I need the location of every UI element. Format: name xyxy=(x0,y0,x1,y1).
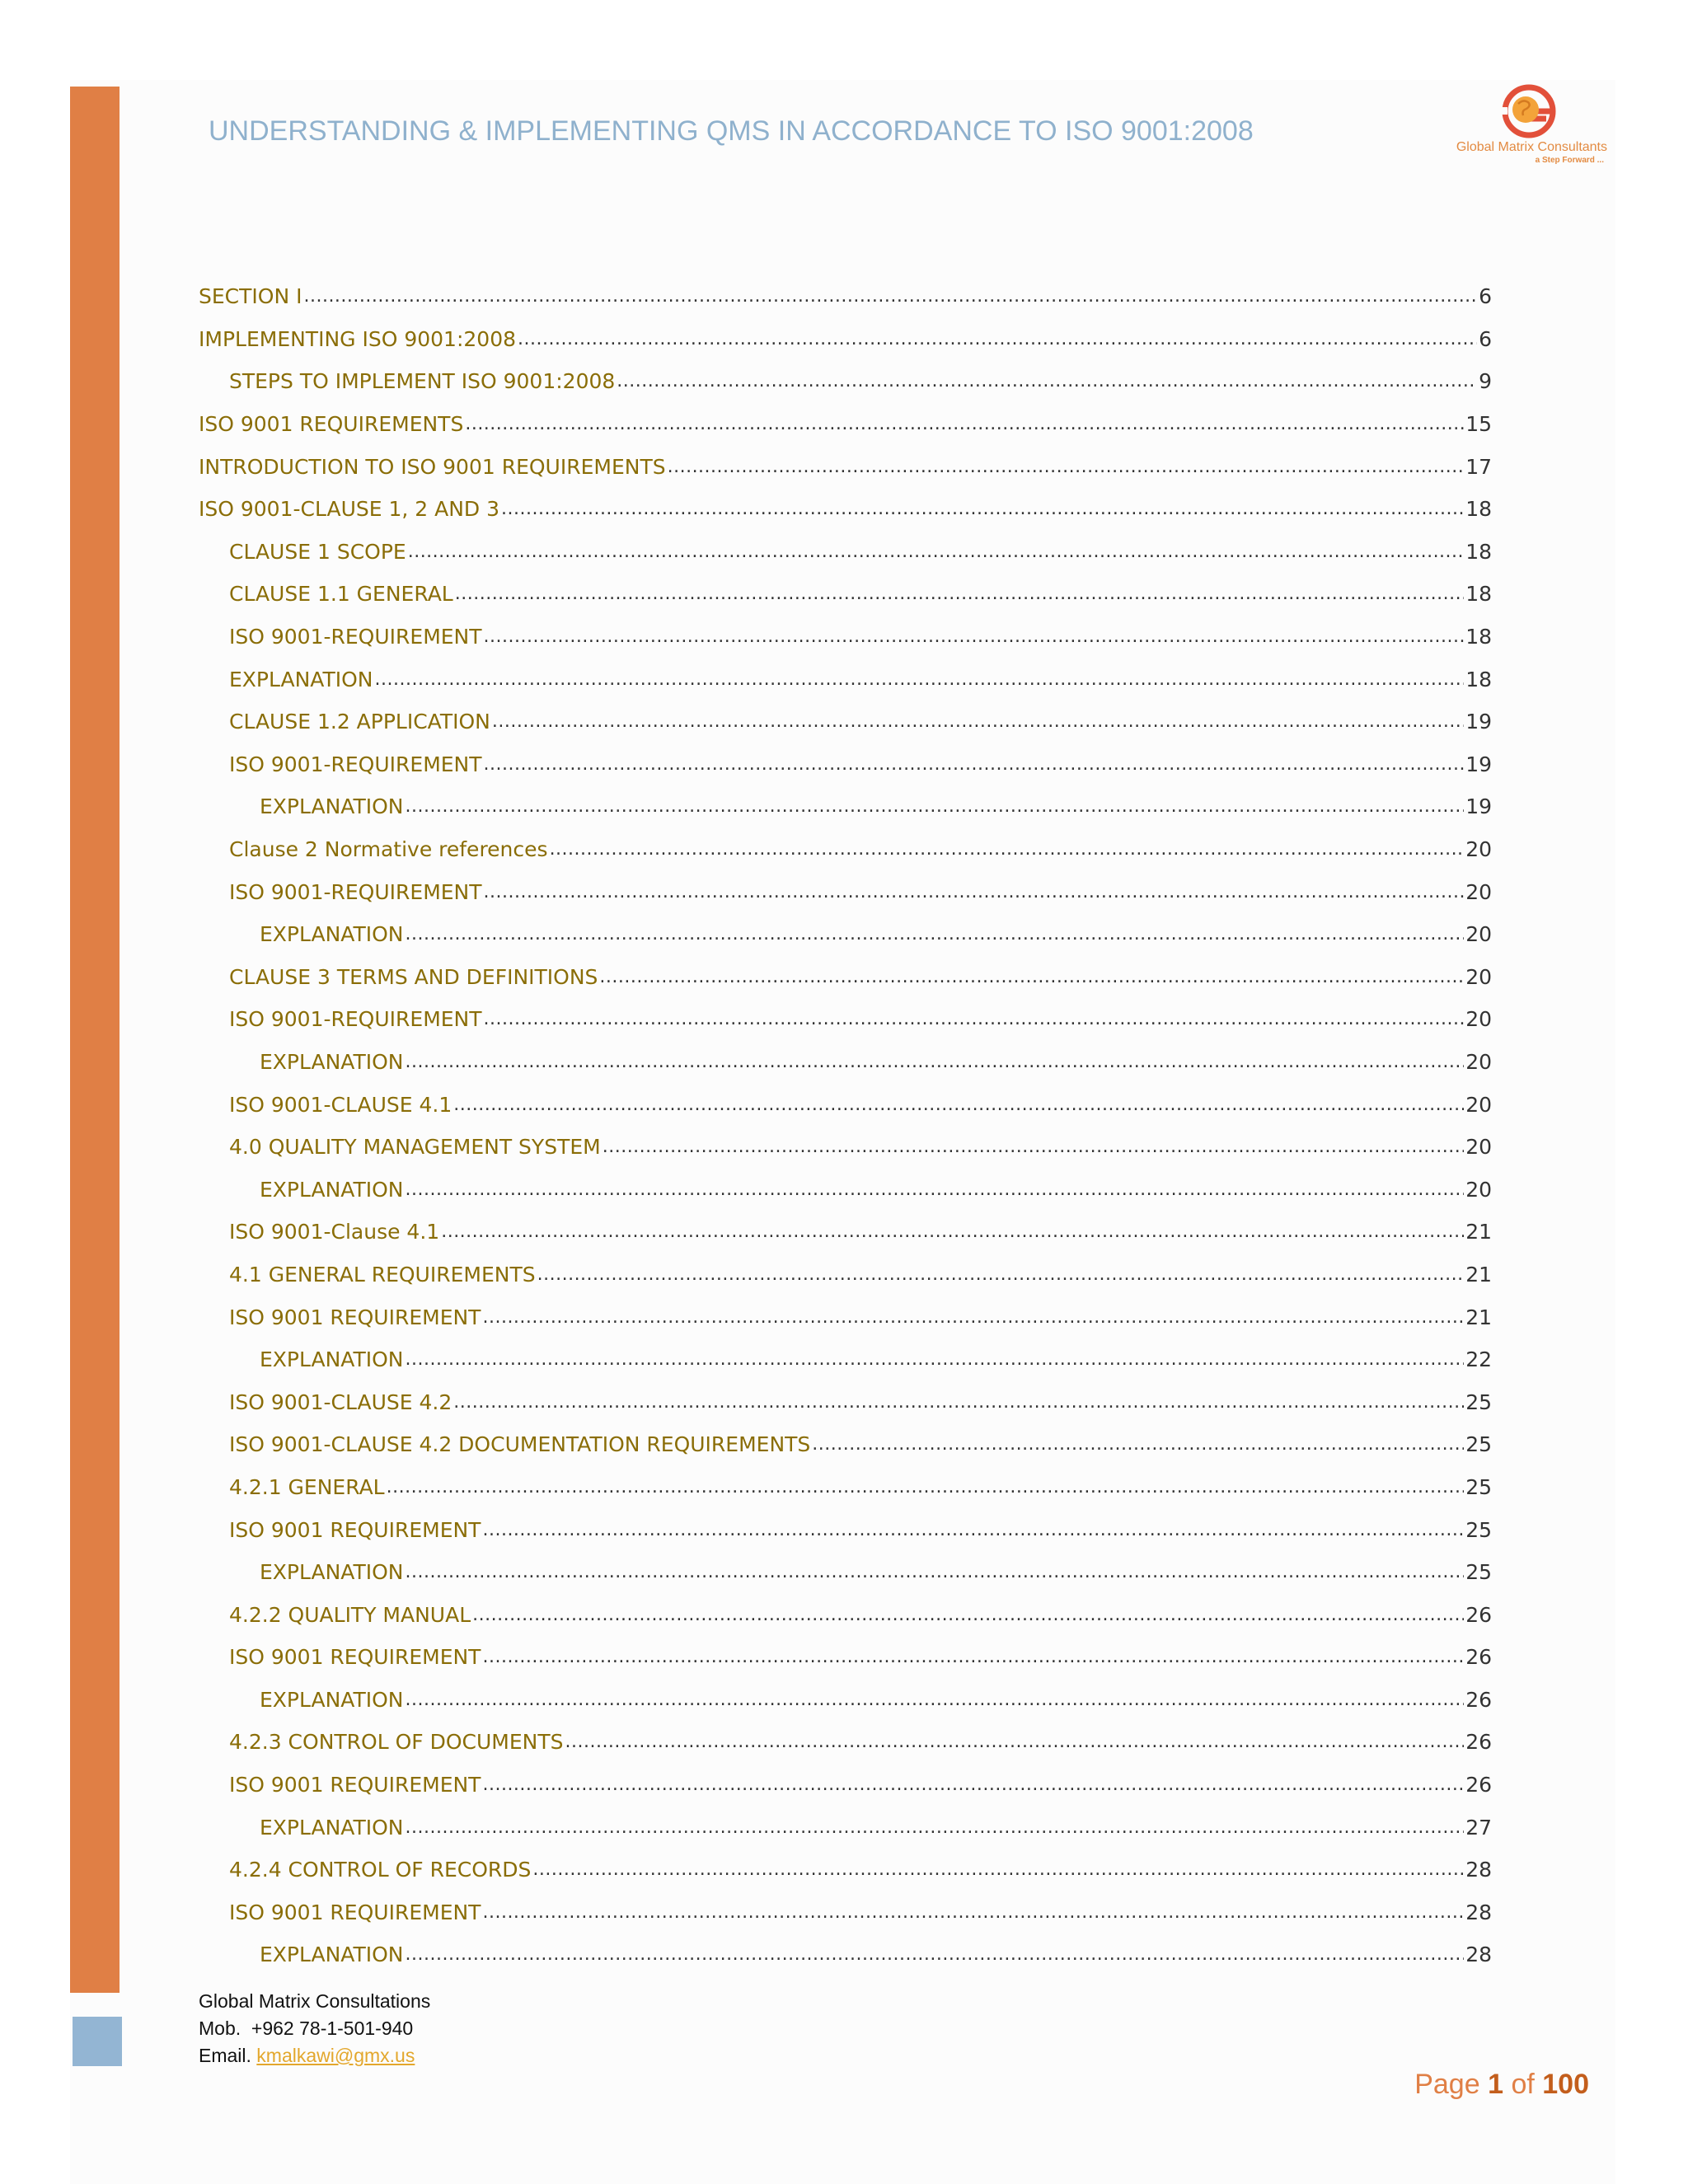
toc-entry-title: ISO 9001-CLAUSE 1, 2 AND 3 xyxy=(199,497,500,522)
toc-dot-leader xyxy=(472,1605,1464,1625)
toc-entry[interactable] xyxy=(199,1254,1492,1296)
toc-entry-title: 4.0 QUALITY MANAGEMENT SYSTEM xyxy=(229,1135,601,1160)
toc-dot-leader xyxy=(565,1732,1464,1752)
toc-entry-title: EXPLANATION xyxy=(260,1815,404,1840)
toc-entry[interactable] xyxy=(199,785,1492,828)
toc-entry-page: 18 xyxy=(1465,582,1492,607)
toc-entry-page: 19 xyxy=(1465,710,1492,734)
toc-dot-leader xyxy=(406,1817,1465,1838)
page-prefix: Page xyxy=(1414,2069,1480,2100)
toc-entry-title: EXPLANATION xyxy=(260,922,404,947)
toc-entry-page: 20 xyxy=(1465,1049,1492,1074)
toc-entry[interactable] xyxy=(199,1041,1492,1084)
toc-entry-page: 20 xyxy=(1465,1092,1492,1117)
toc-dot-leader xyxy=(406,924,1465,944)
toc-dot-leader xyxy=(406,796,1465,817)
toc-dot-leader xyxy=(484,754,1465,775)
toc-dot-leader xyxy=(453,1392,1464,1413)
toc-entry-page: 21 xyxy=(1465,1262,1492,1286)
footer-email-link[interactable]: kmalkawi@gmx.us xyxy=(256,2045,415,2066)
toc-entry-page: 15 xyxy=(1465,412,1492,437)
toc-entry-title: 4.2.3 CONTROL OF DOCUMENTS xyxy=(229,1730,564,1755)
toc-entry[interactable] xyxy=(199,1338,1492,1381)
footer-contact xyxy=(199,1988,776,2069)
toc-entry-title: ISO 9001 REQUIREMENTS xyxy=(199,412,464,437)
toc-entry[interactable] xyxy=(199,1593,1492,1636)
toc-dot-leader xyxy=(492,711,1464,732)
toc-dot-leader xyxy=(465,414,1464,434)
toc-entry-page: 25 xyxy=(1465,1517,1492,1542)
toc-entry[interactable] xyxy=(199,1891,1492,1934)
toc-entry-title: EXPLANATION xyxy=(260,1560,404,1585)
toc-entry-page: 18 xyxy=(1465,625,1492,649)
toc-entry[interactable] xyxy=(199,1126,1492,1169)
toc-entry-page: 25 xyxy=(1465,1432,1492,1457)
toc-dot-leader xyxy=(482,1647,1464,1667)
toc-entry-page: 20 xyxy=(1465,964,1492,989)
toc-dot-leader xyxy=(812,1434,1464,1455)
toc-entry[interactable] xyxy=(199,1083,1492,1126)
toc-entry[interactable] xyxy=(199,1679,1492,1722)
toc-dot-leader xyxy=(455,583,1464,604)
toc-entry-page: 6 xyxy=(1479,284,1492,309)
toc-dot-leader xyxy=(501,499,1464,519)
footer-mobile-line xyxy=(199,2015,776,2042)
toc-entry-page: 19 xyxy=(1465,794,1492,819)
toc-entry-title: ISO 9001 REQUIREMENT xyxy=(229,1645,481,1670)
toc-dot-leader xyxy=(550,839,1465,860)
toc-entry-page: 18 xyxy=(1465,667,1492,691)
toc-dot-leader xyxy=(617,371,1477,391)
toc-entry-page: 22 xyxy=(1465,1347,1492,1372)
toc-entry[interactable] xyxy=(199,1168,1492,1211)
toc-entry-title: CLAUSE 3 TERMS AND DEFINITIONS xyxy=(229,964,598,989)
toc-entry[interactable] xyxy=(199,1466,1492,1509)
toc-entry-title: ISO 9001-CLAUSE 4.2 xyxy=(229,1390,452,1414)
toc-entry[interactable] xyxy=(199,1636,1492,1679)
toc-entry-title: EXPLANATION xyxy=(260,1687,404,1712)
toc-dot-leader xyxy=(406,1562,1465,1582)
toc-dot-leader xyxy=(406,1179,1465,1200)
toc-entry-title: ISO 9001-CLAUSE 4.2 DOCUMENTATION REQUIREMENTS xyxy=(229,1432,811,1457)
toc-entry-page: 26 xyxy=(1465,1730,1492,1755)
toc-dot-leader xyxy=(518,329,1477,349)
toc-entry-title: ISO 9001 REQUIREMENT xyxy=(229,1517,481,1542)
toc-dot-leader xyxy=(482,1902,1464,1923)
toc-dot-leader xyxy=(408,541,1464,562)
toc-entry-title: EXPLANATION xyxy=(260,1943,404,1967)
toc-entry-page: 28 xyxy=(1465,1900,1492,1924)
toc-entry[interactable] xyxy=(199,445,1492,488)
toc-entry-title: ISO 9001-Clause 4.1 xyxy=(229,1220,440,1244)
toc-entry-page: 20 xyxy=(1465,922,1492,947)
toc-entry-title: 4.2.2 QUALITY MANUAL xyxy=(229,1602,471,1627)
toc-entry[interactable] xyxy=(199,1764,1492,1807)
toc-entry-page: 18 xyxy=(1465,539,1492,564)
toc-entry-title: 4.2.4 CONTROL OF RECORDS xyxy=(229,1858,532,1882)
left-accent-square xyxy=(73,2017,122,2066)
toc-entry[interactable] xyxy=(199,360,1492,403)
toc-entry-title: EXPLANATION xyxy=(260,794,404,819)
toc-entry[interactable] xyxy=(199,1933,1492,1976)
toc-dot-leader xyxy=(532,1859,1464,1880)
toc-dot-leader xyxy=(406,1944,1465,1965)
toc-dot-leader xyxy=(482,1774,1464,1795)
page-number xyxy=(1401,2069,1589,2101)
toc-dot-leader xyxy=(406,1349,1465,1370)
toc-entry[interactable] xyxy=(199,828,1492,871)
toc-entry-page: 21 xyxy=(1465,1220,1492,1244)
document-header-title: UNDERSTANDING & IMPLEMENTING QMS IN ACCORDANCE TO ISO 9001:2008 xyxy=(209,115,1254,147)
toc-entry-page: 20 xyxy=(1465,1135,1492,1160)
toc-entry-page: 9 xyxy=(1479,369,1492,394)
toc-dot-leader xyxy=(599,967,1464,987)
toc-dot-leader xyxy=(387,1477,1465,1497)
toc-entry-title: EXPLANATION xyxy=(260,1177,404,1202)
toc-entry-title: ISO 9001-CLAUSE 4.1 xyxy=(229,1092,452,1117)
toc-entry[interactable] xyxy=(199,1380,1492,1423)
footer-mobile-label: Mob. xyxy=(199,2018,241,2039)
toc-dot-leader xyxy=(482,1307,1464,1328)
toc-entry-title: 4.1 GENERAL REQUIREMENTS xyxy=(229,1262,536,1286)
toc-entry-page: 27 xyxy=(1465,1815,1492,1840)
logo-tagline: a Step Forward ... xyxy=(1535,156,1604,165)
toc-dot-leader xyxy=(484,882,1465,902)
toc-entry[interactable] xyxy=(199,658,1492,701)
toc-entry-title: EXPLANATION xyxy=(260,1049,404,1074)
toc-entry[interactable] xyxy=(199,1508,1492,1551)
toc-entry-title: Clause 2 Normative references xyxy=(229,837,548,862)
toc-entry[interactable] xyxy=(199,1849,1492,1891)
toc-entry[interactable] xyxy=(199,1423,1492,1466)
toc-entry[interactable] xyxy=(199,870,1492,913)
toc-entry-page: 26 xyxy=(1465,1602,1492,1627)
toc-entry-page: 6 xyxy=(1479,326,1492,351)
toc-entry-title: CLAUSE 1.2 APPLICATION xyxy=(229,710,490,734)
toc-entry[interactable] xyxy=(199,531,1492,574)
toc-dot-leader xyxy=(303,286,1477,307)
page-total: 100 xyxy=(1542,2069,1589,2100)
toc-entry[interactable] xyxy=(199,318,1492,361)
toc-entry-page: 20 xyxy=(1465,1007,1492,1032)
company-logo xyxy=(1442,82,1615,165)
toc-entry-page: 20 xyxy=(1465,837,1492,862)
page-current: 1 xyxy=(1488,2069,1503,2100)
toc-entry-page: 20 xyxy=(1465,1177,1492,1202)
toc-dot-leader xyxy=(484,626,1465,647)
toc-entry-title: ISO 9001 REQUIREMENT xyxy=(229,1900,481,1924)
toc-entry[interactable] xyxy=(199,616,1492,658)
toc-dot-leader xyxy=(406,1052,1465,1072)
footer-email-line xyxy=(199,2042,776,2069)
toc-dot-leader xyxy=(482,1520,1464,1540)
toc-entry-page: 19 xyxy=(1465,752,1492,776)
toc-entry-page: 28 xyxy=(1465,1858,1492,1882)
toc-entry-title: SECTION I xyxy=(199,284,302,309)
toc-entry-page: 26 xyxy=(1465,1773,1492,1797)
toc-entry[interactable] xyxy=(199,1721,1492,1764)
footer-mobile: +962 78-1-501-940 xyxy=(251,2018,414,2039)
toc-entry[interactable] xyxy=(199,1806,1492,1849)
toc-entry-page: 21 xyxy=(1465,1305,1492,1329)
toc-entry[interactable] xyxy=(199,488,1492,531)
toc-entry[interactable] xyxy=(199,1551,1492,1594)
toc-entry-page: 26 xyxy=(1465,1645,1492,1670)
toc-dot-leader xyxy=(375,669,1465,690)
toc-entry-title: IMPLEMENTING ISO 9001:2008 xyxy=(199,326,517,351)
footer-company: Global Matrix Consultations xyxy=(199,1990,431,2012)
toc-dot-leader xyxy=(537,1264,1465,1285)
toc-entry-title: 4.2.1 GENERAL xyxy=(229,1474,385,1499)
toc-entry-title: INTRODUCTION TO ISO 9001 REQUIREMENTS xyxy=(199,454,666,479)
toc-dot-leader xyxy=(668,457,1465,477)
toc-entry-title: CLAUSE 1.1 GENERAL xyxy=(229,582,453,607)
toc-entry[interactable] xyxy=(199,403,1492,446)
toc-entry[interactable] xyxy=(199,1211,1492,1254)
toc-entry-page: 28 xyxy=(1465,1943,1492,1967)
table-of-contents xyxy=(199,275,1492,1976)
toc-entry-title: EXPLANATION xyxy=(260,1347,404,1372)
globe-g-logo-icon xyxy=(1500,82,1558,140)
toc-entry-page: 25 xyxy=(1465,1474,1492,1499)
toc-entry-page: 18 xyxy=(1465,497,1492,522)
toc-entry-page: 26 xyxy=(1465,1687,1492,1712)
toc-entry[interactable] xyxy=(199,998,1492,1041)
toc-entry[interactable] xyxy=(199,701,1492,743)
toc-entry[interactable] xyxy=(199,913,1492,956)
toc-entry[interactable] xyxy=(199,275,1492,318)
toc-entry-page: 25 xyxy=(1465,1390,1492,1414)
toc-dot-leader xyxy=(453,1094,1464,1115)
toc-dot-leader xyxy=(484,1009,1465,1029)
toc-entry-title: ISO 9001-REQUIREMENT xyxy=(229,625,482,649)
toc-dot-leader xyxy=(406,1690,1465,1710)
toc-entry-title: CLAUSE 1 SCOPE xyxy=(229,539,406,564)
toc-entry-title: ISO 9001-REQUIREMENT xyxy=(229,879,482,904)
logo-company-name: Global Matrix Consultants xyxy=(1456,140,1607,154)
toc-dot-leader xyxy=(441,1221,1464,1242)
toc-entry[interactable] xyxy=(199,743,1492,786)
toc-entry-page: 25 xyxy=(1465,1560,1492,1585)
toc-dot-leader xyxy=(603,1137,1464,1157)
left-accent-bar xyxy=(70,87,120,1993)
toc-entry[interactable] xyxy=(199,956,1492,999)
toc-entry[interactable] xyxy=(199,573,1492,616)
footer-email-label: Email. xyxy=(199,2045,251,2066)
toc-entry-page: 17 xyxy=(1465,454,1492,479)
toc-entry-title: ISO 9001 REQUIREMENT xyxy=(229,1305,481,1329)
toc-entry-title: ISO 9001-REQUIREMENT xyxy=(229,752,482,776)
page-separator: of xyxy=(1511,2069,1535,2100)
toc-entry-page: 20 xyxy=(1465,879,1492,904)
toc-entry-title: STEPS TO IMPLEMENT ISO 9001:2008 xyxy=(229,369,616,394)
toc-entry-title: EXPLANATION xyxy=(229,667,373,691)
toc-entry-title: ISO 9001 REQUIREMENT xyxy=(229,1773,481,1797)
toc-entry-title: ISO 9001-REQUIREMENT xyxy=(229,1007,482,1032)
toc-entry[interactable] xyxy=(199,1296,1492,1338)
